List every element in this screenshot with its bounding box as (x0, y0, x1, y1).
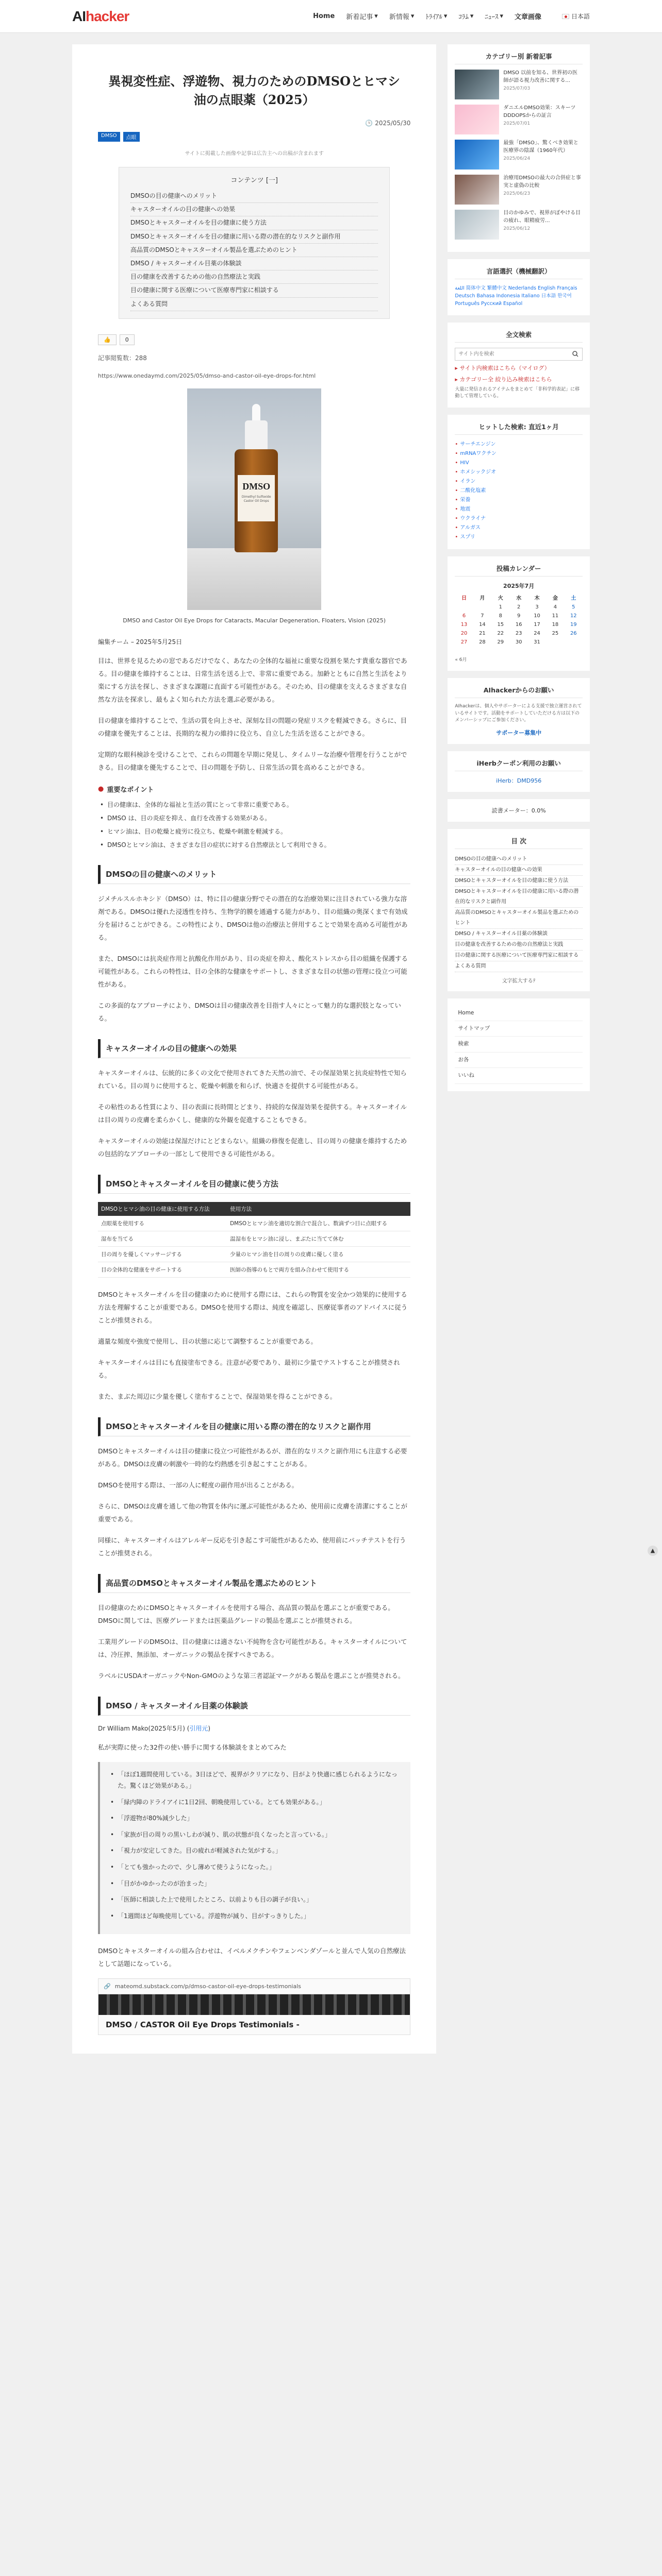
support-widget (448, 678, 590, 744)
language-label: 日本語 (571, 13, 590, 20)
calendar-day (455, 603, 473, 612)
widget-heading: 言語選択（機械翻訳） (455, 266, 583, 279)
language-widget (448, 259, 590, 315)
photo-shelf (187, 548, 321, 610)
calendar-day[interactable]: 19 (570, 621, 577, 628)
paragraph: また、DMSOには抗炎症作用と抗酸化作用があり、目の炎症を抑え、酸化ストレスから目の組織を保護する可能性がある。これらの特性は、目の全体的な健康をサポートし、さまざまな目の状態の管理に役立つ可能性がある。 (98, 955, 408, 989)
calendar-day[interactable]: 22 (497, 630, 504, 636)
table-cell: 医師の指導のもとで両方を組み合わせて使用する (227, 1262, 410, 1278)
support-text: AIhackerは、個人やサポーターによる支援で独立運営されているサイトです。活動をサポートしていただける方は以下のメンバーシップにご参加ください。 (455, 704, 582, 723)
calendar-day[interactable]: 5 (572, 604, 575, 610)
bullet-icon: ● (98, 785, 104, 793)
category-eyedrops[interactable]: 点眼 (123, 132, 140, 142)
article-thumbnail (455, 175, 499, 205)
category-tags (98, 132, 410, 142)
new-article-date: 2025/07/03 (503, 86, 531, 91)
view-count: 記事閲覧数：288 (98, 354, 147, 362)
list-item: • DMSO は、目の炎症を抑え、血行を改善する効果がある。 (98, 812, 410, 824)
scroll-top-button[interactable] (648, 1546, 658, 1556)
list-item: • 目の健康は、全体的な福祉と生活の質にとって非常に重要である。 (98, 799, 410, 811)
tag-link[interactable]: • 栄養 (455, 496, 583, 505)
table-cell: DMSOとヒマシ油を適切な割合で混合し、数滴ずつ目に点眼する (227, 1216, 410, 1231)
new-article-title: ダニエルDMSO効果：スキーツDDDOPSからの証言 (503, 105, 576, 118)
new-article-title: 目のかゆみで、視界がぼやける目の疲れ、眼精疲労... (503, 210, 581, 224)
calendar-day-header: 月 (479, 595, 485, 601)
tag-link[interactable]: • スプリ (455, 533, 583, 542)
section-heading: 高品質のDMSOとキャスターオイル製品を選ぶためのヒント (98, 1574, 410, 1593)
calendar-day (546, 638, 564, 647)
calendar-day[interactable]: 15 (497, 621, 504, 628)
calendar-day[interactable]: 2 (517, 604, 521, 610)
paragraph: ラベルにUSDAオーガニックやNon-GMOのような第三者認証マークがある製品を選ぶことが推奨される。 (98, 1672, 405, 1680)
like-count: 0 (120, 334, 135, 345)
iherb-code[interactable]: iHerb：DMD956 (496, 777, 542, 784)
nav-column-label: ｺﾗﾑ (458, 13, 469, 21)
toc-item[interactable]: DMSOの目の健康へのメリット (130, 190, 378, 203)
language-select[interactable] (562, 12, 590, 21)
new-article-item[interactable] (455, 105, 583, 134)
bottle-label-title: DMSO (242, 481, 271, 492)
table-row (98, 1262, 410, 1278)
section-heading: キャスターオイルの目の健康への効果 (98, 1039, 410, 1058)
paragraph: キャスターオイルは、伝統的に多くの文化で使用されてきた天然の油で、その保湿効果と抗炎症特性で知られている。目の周りに使用すると、乾燥や刺激を和らげ、快適さを提供する可能性がある。 (98, 1069, 407, 1090)
calendar-day[interactable]: 1 (499, 604, 502, 610)
search-box (455, 348, 583, 361)
menu-item-likes[interactable]: いいね (455, 1068, 583, 1083)
table-cell: 目の周りを優しくマッサージする (98, 1247, 227, 1262)
toc-item[interactable]: DMSOとキャスターオイルを目の健康に使う方法 (130, 216, 378, 230)
calendar-day[interactable]: 3 (535, 604, 539, 610)
section-heading: DMSOとキャスターオイルを目の健康に使う方法 (98, 1175, 410, 1194)
embed-header (98, 1979, 410, 1994)
paragraph: 目の健康のためにDMSOとキャスターオイルを使用する場合、高品質の製品を選ぶことが重要である。DMSOに関しては、医療グレードまたは医薬品グレードの製品を選ぶことが推奨される。 (98, 1604, 394, 1625)
calendar-day[interactable]: 24 (534, 630, 540, 636)
paragraph: また、まぶた周辺に少量を優しく塗布することで、保湿効果を得ることができる。 (98, 1393, 337, 1401)
calendar-day[interactable]: 6 (462, 613, 466, 619)
main-nav (313, 11, 590, 21)
review-author: Dr William Mako(2025年5月) (引用元) (98, 1725, 211, 1733)
testimonial-item: • 「浮遊物が80%減少した」 (110, 1813, 400, 1824)
paragraph: 定期的な眼科検診を受けることで、これらの問題を早期に発見し、タイムリーな治療や管理を行うことができる。目の健康を優先することで、目の問題を予防し、日常生活の質を高めることができる。 (98, 751, 407, 772)
language-links[interactable]: اللغة 简体中文 繁體中文 Nederlands English Français Deutsch Bahasa Indonesia Italiano 日本語 한국어 Português Русский Español (455, 285, 577, 307)
menu-item-home[interactable]: Home (455, 1006, 583, 1021)
calendar-day-header: 木 (534, 595, 540, 601)
new-article-date: 2025/06/12 (503, 226, 531, 231)
table-row (98, 1231, 410, 1247)
usage-table (98, 1202, 410, 1278)
paragraph: キャスターオイルの効能は保湿だけにとどまらない。組織の修復を促進し、目の周りの健康を維持するための包括的なアプローチの一部として使用できる可能性がある。 (98, 1137, 407, 1158)
paragraph: ジメチルスルホキシド（DMSO）は、特に目の健康分野でその潜在的な治療効果に注目されている強力な溶剤である。DMSOは優れた浸透性を持ち、生物学的膜を通過する能力があり、目の組織の奥深くまで有効成分を届けることができる。この特性により、DMSOは他の治療法と併用することで効果を高める可能性がある。 (98, 895, 408, 942)
search-widget (448, 323, 590, 408)
toc-heading[interactable]: コンテンツ [一] (230, 177, 278, 184)
section-heading: DMSOの目の健康へのメリット (98, 865, 410, 884)
sidebar-toc-widget (448, 829, 590, 991)
category-search-link[interactable]: ▸ カテゴリー全 絞り込み検索はこちら (455, 376, 552, 383)
bottle-label (238, 475, 275, 521)
stats-widget (448, 799, 590, 822)
calendar-prev-link[interactable]: « 6月 (455, 657, 467, 663)
calendar-month: 2025年7月 (503, 582, 535, 589)
testimonial-item: • 「医師に相談した上で使用したところ、以前よりも目の調子が良い。」 (110, 1894, 400, 1906)
iherb-widget (448, 751, 590, 792)
new-article-item[interactable] (455, 175, 583, 205)
testimonial-item: • 「ほぼ1週間使用している。3日ほどで、視界がクリアになり、目がより快適に感じられるようになった。驚くほど効果がある。」 (110, 1769, 400, 1791)
calendar-day[interactable]: 27 (460, 639, 468, 645)
calendar-table (455, 592, 583, 647)
toc-item[interactable]: 高品質のDMSOとキャスターオイル製品を選ぶためのヒント (130, 244, 378, 257)
table-cell: 目の全体的な健康をサポートする (98, 1262, 227, 1278)
list-item: • ヒマシ油は、目の乾燥と疲労に役立ち、乾燥や刺激を軽減する。 (98, 826, 410, 838)
testimonial-item: • 「目がかゆかったのが治まった」 (110, 1878, 400, 1890)
calendar-day[interactable]: 7 (481, 613, 484, 619)
tag-link[interactable]: • 地震 (455, 505, 583, 514)
nav-new-label: 新着記事 (346, 13, 373, 21)
sidebar-toc-item[interactable]: キャスターオイルの目の健康への効果 (455, 865, 583, 876)
nav-new[interactable] (346, 11, 378, 21)
menu-item-sitemap[interactable]: サイトマップ (455, 1021, 583, 1037)
paragraph: DMSOとキャスターオイルの組み合わせは、イベルメクチンやフェンベンダゾールと並んで人気の自然療法として話題になっている。 (98, 1947, 406, 1968)
embedded-link-card[interactable] (98, 1978, 410, 2035)
sitemap-search-link[interactable]: ▸ サイト内検索はこちら（マイログ） (455, 364, 550, 371)
search-icon[interactable] (569, 348, 582, 360)
nav-trial[interactable] (425, 11, 447, 21)
review-author-name: Dr William Mako(2025年5月) (98, 1725, 185, 1733)
calendar-day[interactable]: 10 (534, 613, 540, 619)
calendar-day (565, 638, 583, 647)
calendar-day[interactable]: 21 (479, 630, 486, 636)
testimonial-item: • 「1週間ほど毎晩使用している。浮遊物が減り、目がすっきりした。」 (110, 1911, 400, 1922)
review-source-link[interactable]: 引用元 (189, 1725, 208, 1733)
new-article-date: 2025/06/23 (503, 191, 531, 196)
site-logo[interactable] (72, 8, 129, 25)
calendar-day[interactable]: 31 (534, 639, 540, 645)
chevron-up-icon: ▲ (650, 1547, 655, 1554)
list-item: • DMSOとヒマシ油は、さまざまな目の症状に対する自然療法として利用できる。 (98, 839, 410, 851)
nav-text-image[interactable] (515, 11, 541, 21)
calendar-day[interactable]: 28 (479, 639, 486, 645)
key-points-heading (98, 784, 410, 794)
like-button[interactable]: 👍 (98, 334, 117, 345)
nav-news-label: ﾆｭｰｽ (485, 13, 499, 21)
testimonial-item: • 「とても強かったので、少し薄めて使うようになった。」 (110, 1862, 400, 1873)
popular-tags-widget (448, 415, 590, 549)
widget-heading: 目 次 (455, 836, 583, 849)
calendar-day[interactable]: 11 (552, 613, 559, 619)
search-input[interactable] (455, 348, 569, 360)
site-header (0, 0, 662, 33)
calendar-day[interactable]: 18 (552, 621, 559, 628)
article-thumbnail (455, 70, 499, 99)
tag-link[interactable]: • 二酸化塩素 (455, 486, 583, 496)
new-article-title: 治療用DMSOの最大の合併症と事実と虚偽の比較 (503, 175, 581, 189)
testimonial-item: • 「家族が目の周りの黒いしわが減り、肌の状態が良くなったと言っている。」 (110, 1829, 400, 1841)
paragraph: 工業用グレードのDMSOは、目の健康には適さない不純物を含む可能性がある。キャスターオイルについては、冷圧搾、無添加、オーガニックの製品を探すべきである。 (98, 1638, 407, 1659)
nav-home[interactable] (313, 12, 335, 20)
chevron-down-icon: ▾ (500, 12, 503, 20)
testimonial-item: • 「緑内障のドライアイに1日2回、朝晩使用している。とても効果がある。」 (110, 1797, 400, 1808)
paragraph: 同様に、キャスターオイルはアレルギー反応を引き起こす可能性があるため、使用前にパッチテストを行うことが推奨される。 (98, 1536, 406, 1557)
calendar-day[interactable]: 26 (570, 630, 577, 636)
paragraph: さらに、DMSOは皮膚を通して他の物質を体内に運ぶ可能性があるため、使用前に皮膚を清潔にすることが重要である。 (98, 1502, 408, 1523)
nav-home-label: Home (313, 12, 335, 20)
paragraph: 適量な頻度や強度で使用し、目の状態に応じて調整することが重要である。 (98, 1337, 318, 1346)
article-thumbnail (455, 140, 499, 170)
table-header-row (98, 1202, 410, 1216)
nav-trial-label: ﾄﾗｲｱﾙ (425, 13, 442, 21)
nav-info[interactable] (389, 11, 415, 21)
logo-accent: hacker (86, 8, 129, 24)
menu-item-4[interactable]: お各 (455, 1053, 583, 1068)
link-icon: 🔗 (104, 1983, 111, 1990)
testimonial-quote (98, 1762, 410, 1934)
toc-item[interactable]: DMSO / キャスターオイル目薬の体験談 (130, 257, 378, 270)
toc-item[interactable]: 目の健康に関する医療について医療専門家に相談する (130, 284, 378, 297)
product-photo (187, 388, 321, 610)
like-bar (98, 334, 410, 345)
table-row (98, 1216, 410, 1231)
new-article-title: 最強「DMSO」、驚くべき効果と医療界の陰謀（1960年代） (503, 140, 578, 154)
category-note: 大量に発信されるアイテムをまとめて「非科学的表記」に移動して管理している。 (455, 386, 580, 399)
nav-info-label: 新情報 (389, 13, 409, 21)
table-row (98, 1247, 410, 1262)
paragraph: キャスターオイルは目にも直接塗布できる。注意が必要であり、最初に少量でテストすることが推奨される。 (98, 1359, 400, 1380)
paragraph: DMSOとキャスターオイルを目の健康のために使用する際には、これらの物質を安全かつ効果的に使用する方法を理解することが重要である。DMSOを使用する際は、純度を確認し、医療従事者のアドバイスに従うことが推奨される。 (98, 1291, 408, 1325)
clock-icon: 🕒 (365, 120, 373, 127)
article-date (98, 120, 410, 127)
table-cell: 点眼薬を使用する (98, 1216, 227, 1231)
source-url[interactable]: https://www.onedaymd.com/2025/05/dmso-and-castor-oil-eye-drops-for.html (98, 372, 316, 379)
supporter-link[interactable]: サポーター募集中 (496, 729, 542, 736)
calendar-widget (448, 556, 590, 671)
sidebar-toc-item[interactable]: DMSOの目の健康へのメリット (455, 854, 583, 865)
calendar-day[interactable]: 23 (515, 630, 522, 636)
widget-heading: カテゴリー別 新着記事 (455, 52, 583, 64)
chevron-down-icon: ▾ (443, 12, 448, 20)
calendar-day[interactable]: 13 (460, 621, 468, 628)
paragraph: DMSOを使用する際は、一部の人に軽度の副作用が出ることがある。 (98, 1481, 299, 1489)
widget-heading: 全文検索 (455, 330, 583, 343)
tag-link[interactable]: • HIV (455, 459, 583, 468)
bottle-label-sub: Dimethyl Sulfoxide Castor Oil Drops (241, 495, 271, 503)
article-meta: 編集チーム – 2025年5月25日 (98, 638, 183, 646)
sidebar-toc-item[interactable]: DMSOとキャスターオイルを目の健康に使う方法 (455, 876, 583, 887)
paragraph: その粘性のある性質により、目の表面に長時間とどまり、持続的な保湿効果を提供する。キャスターオイルは目の周りの皮膚を柔らかくし、健康的な外観を促進することもできる。 (98, 1103, 407, 1124)
embed-domain: mateomd.substack.com/p/dmso-castor-oil-eye-drops-testimonials (114, 1983, 302, 1990)
paragraph: DMSOとキャスターオイルは目の健康に役立つ可能性があるが、潜在的なリスクと副作用にも注意する必要がある。DMSOは皮膚の刺激や一時的な灼熱感を引き起こすことがある。 (98, 1447, 407, 1468)
nav-column[interactable] (458, 11, 473, 21)
sidebar-toc-item[interactable]: 目の健康に関する医療について医療専門家に相談する (455, 951, 583, 961)
flag-icon (562, 14, 569, 19)
sidebar-toc-item[interactable]: 目の健康を改善するための他の自然療法と実践 (455, 940, 583, 951)
embed-title: DMSO / CASTOR Oil Eye Drops Testimonials - (106, 2020, 300, 2030)
calendar-day[interactable]: 17 (534, 621, 540, 628)
article-title: 異視変性症、浮遊物、視力のためのDMSOとヒマシ油の点眼薬（2025） (108, 74, 400, 107)
paragraph: この多面的なアプローチにより、DMSOは目の健康改善を目指す人々にとって魅力的な選択肢となっている。 (98, 1002, 401, 1023)
dropper-neck (245, 420, 268, 452)
article-thumbnail (455, 210, 499, 240)
calendar-day-header: 日 (461, 595, 467, 601)
calendar-day[interactable]: 16 (515, 621, 522, 628)
tag-link[interactable]: • アルガス (455, 523, 583, 533)
new-article-date: 2025/06/24 (503, 156, 531, 161)
toc-item[interactable]: DMSOとキャスターオイルを目の健康に用いる際の潜在的なリスクと副作用 (130, 230, 378, 244)
key-points-heading-label: 重要なポイント (107, 786, 154, 794)
category-dmso[interactable]: DMSO (98, 132, 120, 142)
testimonial-item: • 「視力が安定してきた。目の疲れが軽減された気がする。」 (110, 1845, 400, 1857)
calendar-day[interactable]: 12 (570, 613, 577, 619)
paragraph: 目の健康を維持することで、生活の質を向上させ、深刻な目の問題の発症リスクを軽減できる。さらに、目の健康を優先することは、長期的な視力の維持に役立ち、自立した生活を送ることができる。 (98, 717, 407, 738)
photo-caption: DMSO and Castor Oil Eye Drops for Cataracts, Macular Degeneration, Floaters, Vision (2025) (123, 617, 386, 624)
calendar-day[interactable]: 29 (497, 639, 504, 645)
sidebar-toc-item[interactable]: よくある質問 (455, 961, 583, 972)
chevron-down-icon: ▾ (470, 12, 474, 20)
new-article-item[interactable] (455, 140, 583, 170)
calendar-day (473, 603, 491, 612)
chevron-down-icon: ▾ (374, 12, 378, 20)
toc-item[interactable]: よくある質問 (130, 298, 378, 311)
pr-note: サイトに掲載した画像や記事は広告主への出稿が含まれます (185, 151, 324, 157)
table-header: 使用方法 (227, 1202, 410, 1216)
tag-link[interactable]: • ウクライナ (455, 514, 583, 523)
new-article-item[interactable] (455, 70, 583, 99)
new-article-title: DMSO 以前を知る、世界初の医師が語る視力改善に関する... (503, 70, 578, 83)
tag-link[interactable]: • イラン (455, 477, 583, 486)
font-size-button[interactable]: 文字拡大するﾃ (502, 978, 536, 984)
calendar-day[interactable]: 14 (479, 621, 486, 628)
table-of-contents (119, 167, 390, 319)
toc-item[interactable]: キャスターオイルの目の健康への効果 (130, 203, 378, 216)
table-cell: 少量のヒマシ油を目の周りの皮膚に優しく塗る (227, 1247, 410, 1262)
calendar-day[interactable]: 20 (460, 630, 468, 636)
new-article-date: 2025/07/01 (503, 121, 531, 126)
sidebar-toc-item[interactable]: DMSOとキャスターオイルを目の健康に用いる際の潜在的なリスクと副作用 (455, 887, 583, 908)
embed-image (98, 1994, 410, 2015)
new-article-item[interactable] (455, 210, 583, 240)
menu-item-search[interactable]: 検索 (455, 1037, 583, 1052)
chevron-down-icon: ▾ (410, 12, 415, 20)
paragraph: 私が実際に使った32件の使い勝手に関する体験談をまとめてみた (98, 1743, 287, 1752)
widget-heading: ヒットした検索: 直近1ヶ月 (455, 422, 583, 435)
calendar-day[interactable]: 4 (553, 604, 557, 610)
new-articles-widget (448, 44, 590, 252)
calendar-day-header: 火 (498, 595, 503, 601)
nav-news[interactable] (485, 11, 503, 21)
widget-heading: 投稿カレンダー (455, 564, 583, 577)
calendar-day[interactable]: 8 (499, 613, 502, 619)
sidebar-toc-item[interactable]: 高品質のDMSOとキャスターオイル製品を選ぶためのヒント (455, 908, 583, 929)
sidebar-toc-item[interactable]: DMSO / キャスターオイル目薬の体験談 (455, 929, 583, 940)
calendar-day[interactable]: 30 (515, 639, 522, 645)
sidebar-menu (448, 998, 590, 1091)
dropper-tip (252, 404, 260, 422)
nav-text-image-label: 文章画像 (514, 13, 541, 21)
calendar-day-header: 土 (571, 595, 576, 601)
calendar-day[interactable]: 9 (517, 613, 521, 619)
toc-item[interactable]: 目の健康を改善するための他の自然療法と実践 (130, 270, 378, 284)
article (72, 44, 436, 2054)
calendar-day-header: 水 (516, 595, 522, 601)
tag-link[interactable]: • サーチエンジン (455, 440, 583, 449)
calendar-day-header: 金 (552, 595, 558, 601)
paragraph: 目は、世界を見るための窓であるだけでなく、あなたの全体的な福祉に重要な役割を果たす貴重な器官である。目の健康を維持することは、日常生活を送る上で、非常に重要である。加齢とともに自然と生活をより楽にする方法を探し、さまざまな課題に直面する可能性がある。そのため、目の健康を支えるさまざまな自然な方法を探求し、最もよく知られた方法を選ぶ必要がある。 (98, 657, 407, 704)
sidebar (448, 44, 590, 2054)
tag-link[interactable]: • mRNAワクチン (455, 449, 583, 459)
key-points (98, 784, 410, 851)
article-date-value: 2025/05/30 (375, 120, 411, 127)
section-heading: DMSOとキャスターオイルを目の健康に用いる際の潜在的なリスクと副作用 (98, 1417, 410, 1436)
table-cell: 湿布を当てる (98, 1231, 227, 1247)
logo-main: AI (72, 8, 86, 24)
reading-meter: 読書メーター：0.0% (491, 807, 546, 814)
calendar-day[interactable]: 25 (552, 630, 559, 636)
article-thumbnail (455, 105, 499, 134)
table-cell: 温湿布をヒマシ油に浸し、まぶたに当てて休む (227, 1231, 410, 1247)
section-heading: DMSO / キャスターオイル目薬の体験談 (98, 1697, 410, 1716)
tag-link[interactable]: • ホメシックジオ (455, 468, 583, 477)
widget-heading: AIhackerからのお願い (455, 685, 583, 698)
widget-heading: iHerbクーポン利用のお願い (455, 758, 583, 771)
table-header: DMSOとヒマシ油の目の健康に使用する方法 (98, 1202, 227, 1216)
